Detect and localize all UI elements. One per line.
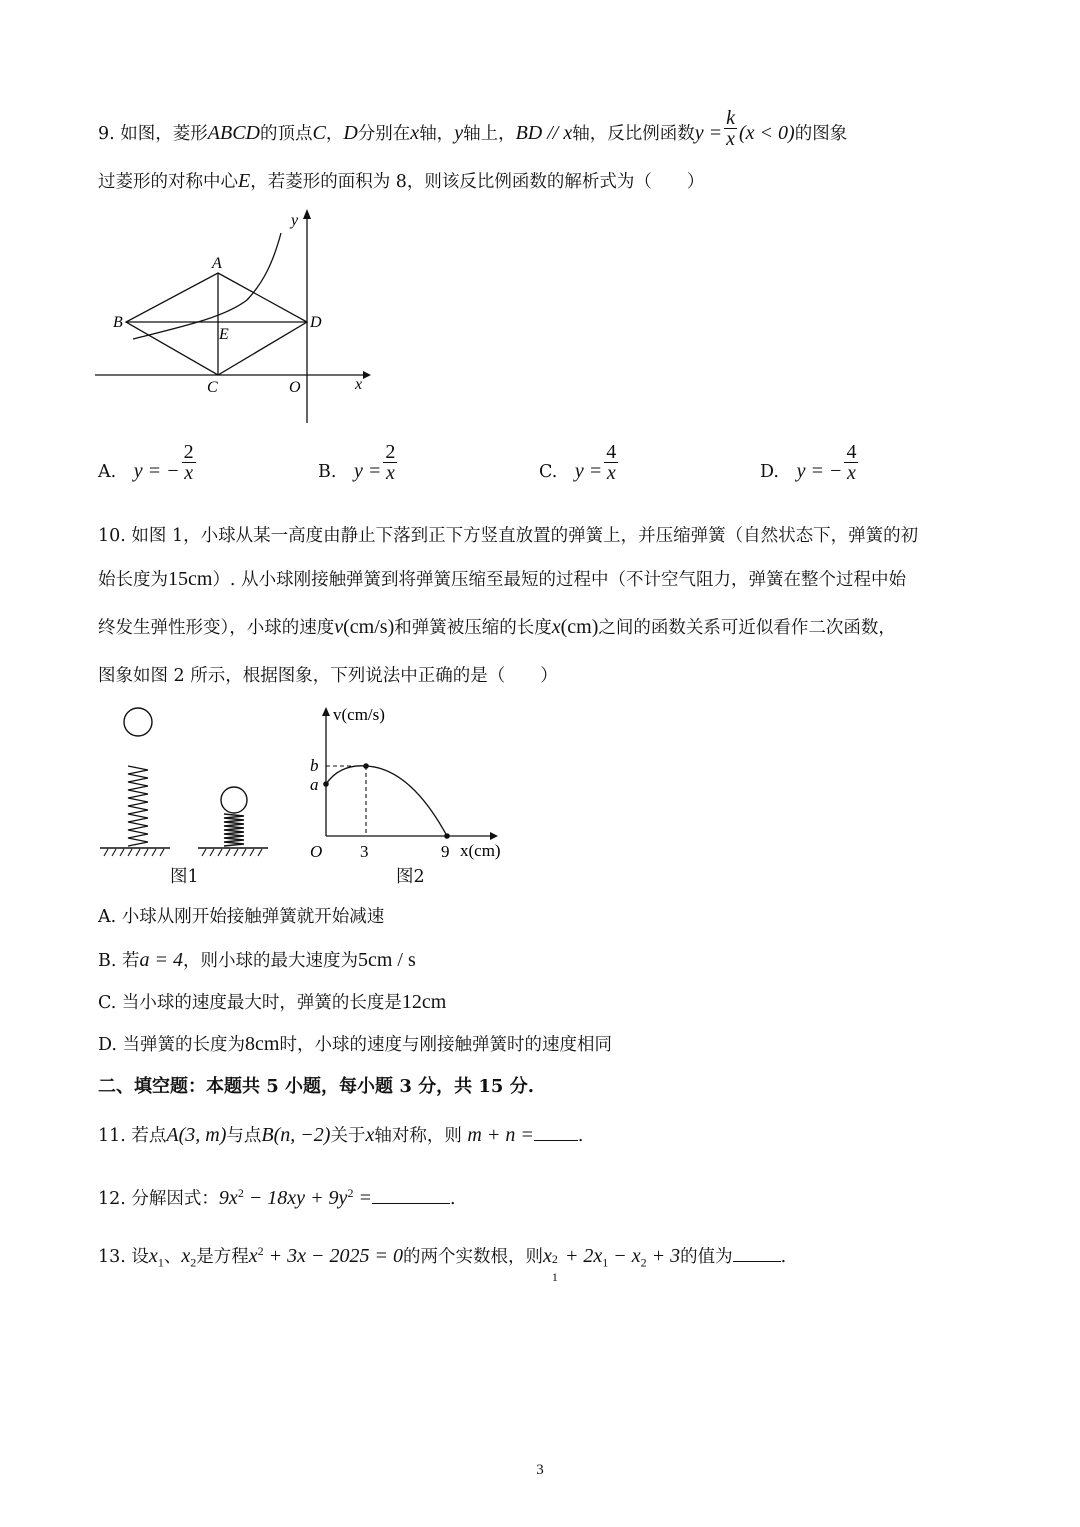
option-fraction	[182, 442, 196, 483]
q13-number: 13.	[98, 1246, 126, 1267]
label-x: x	[355, 376, 363, 393]
q10-text: 始长度为	[98, 570, 168, 590]
q9-option-c[interactable]	[539, 441, 620, 484]
q12-term: − 18xy + 9y	[243, 1186, 348, 1209]
label-e: E	[219, 326, 229, 343]
inverse-function-curve	[133, 233, 281, 339]
q13	[98, 1240, 787, 1284]
option-label: C.	[539, 462, 558, 482]
fraction-denominator: x	[726, 128, 735, 150]
q11-text: 若点	[131, 1126, 167, 1146]
q10-v-unit: (cm/s)	[343, 616, 395, 638]
q10-figure1	[98, 700, 273, 865]
q12-text: 分解因式：	[131, 1188, 219, 1209]
q10-option-c[interactable]	[98, 991, 446, 1014]
graph-b-label: b	[310, 756, 319, 775]
q13-subscript: 2	[640, 1255, 647, 1270]
q10-line3	[98, 616, 896, 639]
option-fraction	[383, 442, 397, 483]
q9-x-var: x	[410, 122, 420, 144]
q9-point-e: E	[238, 170, 251, 192]
q13-subscript: 1	[551, 1269, 558, 1284]
q10-option-a[interactable]	[98, 906, 384, 928]
q13-subscript: 2	[190, 1255, 197, 1270]
option-value: 5cm / s	[358, 949, 416, 971]
fraction-denominator: x	[846, 462, 856, 484]
q12-term: =	[353, 1186, 372, 1209]
q9-text: ，若菱形的面积为 8，则该反比例函数的解析式为（ ）	[250, 172, 705, 192]
q13-answer-blank[interactable]	[733, 1245, 781, 1262]
q10-line2	[98, 568, 906, 591]
label-d: D	[310, 314, 322, 331]
label-origin: O	[289, 379, 301, 396]
q9-text: 的顶点	[260, 124, 313, 144]
label-b: B	[113, 314, 123, 331]
label-c: C	[207, 379, 218, 396]
q10-length: 15cm	[168, 568, 213, 590]
q12-period: .	[449, 1188, 456, 1209]
option-math: a = 4	[139, 949, 183, 971]
option-fraction	[604, 442, 618, 483]
q9-text: 轴，反比例函数	[572, 124, 695, 144]
q13-var: x	[542, 1244, 552, 1267]
q12-number: 12.	[98, 1188, 126, 1209]
x-axis-arrow-icon	[363, 371, 371, 379]
q10-text: 之间的函数关系可近似看作二次函数，	[598, 618, 896, 638]
q11-text: 关于	[330, 1126, 366, 1146]
q12-answer-blank[interactable]	[372, 1187, 450, 1204]
q13-text: 、	[163, 1246, 182, 1267]
q10-fig1-caption: 图1	[170, 867, 199, 887]
label-a: A	[212, 255, 222, 272]
graph-a-label: a	[310, 775, 319, 794]
q12	[98, 1182, 456, 1210]
q9-parallel: BD // x	[515, 122, 573, 144]
fraction-denominator: x	[385, 462, 395, 484]
ground-hatch-1	[104, 849, 164, 856]
q11-expression: m + n =	[467, 1124, 534, 1146]
q13-exponent: 2	[551, 1251, 558, 1266]
graph-tick-9: 9	[441, 842, 450, 861]
q11-text: 与点	[226, 1126, 262, 1146]
graph-tick-3: 3	[360, 842, 369, 861]
label-y: y	[291, 212, 299, 229]
option-lhs: y = −	[133, 460, 180, 482]
q13-text: 的两个实数根，则	[402, 1246, 543, 1267]
option-value: 8cm	[245, 1033, 280, 1055]
velocity-curve	[326, 766, 447, 836]
q9-figure	[95, 205, 385, 425]
q10-text: 如图 1，小球从某一高度由静止下落到正下方竖直放置的弹簧上，并压缩弹簧（自然状态下，弹簧的初	[131, 526, 919, 546]
fraction-numerator: 2	[183, 441, 194, 463]
ground-hatch-2	[202, 849, 262, 856]
q13-exponent: 2	[257, 1244, 264, 1258]
q10-text: 终发生弹性形变），小球的速度	[98, 618, 335, 638]
q11-x-var: x	[365, 1124, 375, 1146]
graph-x-arrow-icon	[490, 832, 498, 840]
q10-option-b[interactable]	[98, 949, 416, 972]
q13-period: .	[780, 1246, 787, 1267]
q9-text: 轴上，	[463, 124, 516, 144]
q12-exponent: 2	[347, 1186, 354, 1200]
q10-v-var: v	[334, 616, 344, 638]
q9-option-d[interactable]	[760, 441, 860, 484]
option-text: ，则小球的最大速度为	[183, 951, 358, 971]
q13-subscript: 1	[157, 1255, 164, 1270]
q9-text: 的图象	[794, 124, 848, 144]
point-max	[363, 763, 369, 769]
q11	[98, 1124, 583, 1147]
graph-y-label: v(cm/s)	[333, 705, 385, 724]
q9-option-a[interactable]	[98, 441, 198, 484]
q13-var: x	[248, 1244, 258, 1267]
q13-var: x	[148, 1244, 158, 1267]
point-nine	[444, 833, 450, 839]
rhombus-abcd	[126, 273, 307, 375]
q10-option-d[interactable]	[98, 1033, 612, 1056]
option-value: 12cm	[401, 991, 447, 1013]
q13-equation: + 3x − 2025 = 0	[263, 1244, 403, 1267]
option-text: D. 当弹簧的长度为	[98, 1035, 246, 1055]
spring-compressed	[224, 814, 244, 846]
y-axis-arrow-icon	[303, 209, 311, 219]
q9-text: 分别在	[357, 124, 411, 144]
q10-line1	[98, 525, 918, 547]
fraction-numerator: 2	[385, 441, 396, 463]
option-label: A.	[98, 462, 117, 482]
q9-text: 如图，菱形	[120, 124, 208, 144]
option-text: 时，小球的速度与刚接触弹簧时的速度相同	[279, 1035, 612, 1055]
q11-answer-blank[interactable]	[534, 1124, 578, 1141]
q10-x-var: x	[551, 616, 561, 638]
graph-origin-label: O	[310, 842, 323, 861]
graph-y-arrow-icon	[322, 707, 330, 716]
fraction-denominator: x	[184, 462, 194, 484]
q11-point-a: A(3, m)	[166, 1124, 227, 1146]
q10-text: 图象如图 2 所示，根据图象，下列说法中正确的是（ ）	[98, 666, 558, 686]
q12-term: 9x	[218, 1186, 238, 1209]
q11-period: .	[577, 1126, 584, 1146]
spring-natural	[128, 766, 148, 846]
q9-func-domain: (x < 0)	[739, 122, 795, 144]
option-label: D.	[760, 462, 779, 482]
q9-point-d: D	[343, 122, 358, 144]
fraction-numerator: 4	[846, 441, 857, 463]
fraction-numerator: 4	[606, 441, 617, 463]
q9-number: 9.	[98, 124, 115, 144]
q13-subscript: 1	[602, 1255, 609, 1270]
option-fraction	[844, 442, 858, 483]
q10-text: ）. 从小球刚接触弹簧到将弹簧压缩至最短的过程中（不计空气阻力，弹簧在整个过程中始	[212, 570, 907, 590]
fraction-numerator: k	[726, 107, 735, 129]
q9-text: ，	[325, 124, 344, 144]
option-text: B. 若	[98, 951, 140, 971]
q11-point-b: B(n, −2)	[261, 1124, 331, 1146]
q9-func-fraction	[724, 108, 737, 149]
option-lhs: y =	[354, 460, 382, 482]
option-text: A. 小球从刚开始接触弹簧就开始减速	[98, 907, 385, 927]
q11-text: 轴对称，则	[374, 1126, 462, 1146]
q9-line1	[98, 107, 848, 150]
q9-text: 轴，	[419, 124, 455, 144]
q9-line2	[98, 170, 704, 193]
q13-expression: + 3	[646, 1244, 681, 1267]
q13-var: x	[181, 1244, 191, 1267]
option-lhs: y = −	[796, 460, 843, 482]
q10-number: 10.	[98, 526, 126, 546]
q11-number: 11.	[98, 1126, 126, 1146]
q12-exponent: 2	[237, 1186, 244, 1200]
q10-fig2-caption: 图2	[396, 867, 425, 887]
section-heading: 二、填空题：本题共 5 小题，每小题 3 分，共 15 分.	[98, 1076, 534, 1097]
q9-rhombus-name: ABCD	[207, 122, 260, 144]
graph-x-label: x(cm)	[460, 841, 501, 860]
point-a	[323, 781, 329, 787]
option-text: C. 当小球的速度最大时，弹簧的长度是	[98, 993, 402, 1013]
ball-on-spring	[221, 787, 247, 813]
page-number: 3	[536, 1462, 544, 1478]
option-label: B.	[318, 462, 337, 482]
q10-line4	[98, 665, 558, 687]
q9-y-var: y	[454, 122, 464, 144]
q13-text: 设	[131, 1246, 149, 1267]
option-lhs: y =	[574, 460, 603, 482]
q13-expression: + 2x	[559, 1244, 603, 1267]
q10-x-unit: (cm)	[560, 616, 599, 638]
q9-func-lhs: y =	[694, 122, 723, 144]
q9-point-c: C	[312, 122, 326, 144]
q10-text: 和弹簧被压缩的长度	[394, 618, 552, 638]
q13-text: 是方程	[196, 1246, 249, 1267]
q9-option-b[interactable]	[318, 441, 399, 484]
ball-above-spring	[124, 708, 152, 736]
fraction-denominator: x	[606, 462, 616, 484]
q9-text: 过菱形的对称中心	[98, 172, 238, 192]
q13-text: 的值为	[680, 1246, 733, 1267]
q13-expression: − x	[608, 1244, 641, 1267]
q10-figure2	[300, 700, 520, 865]
